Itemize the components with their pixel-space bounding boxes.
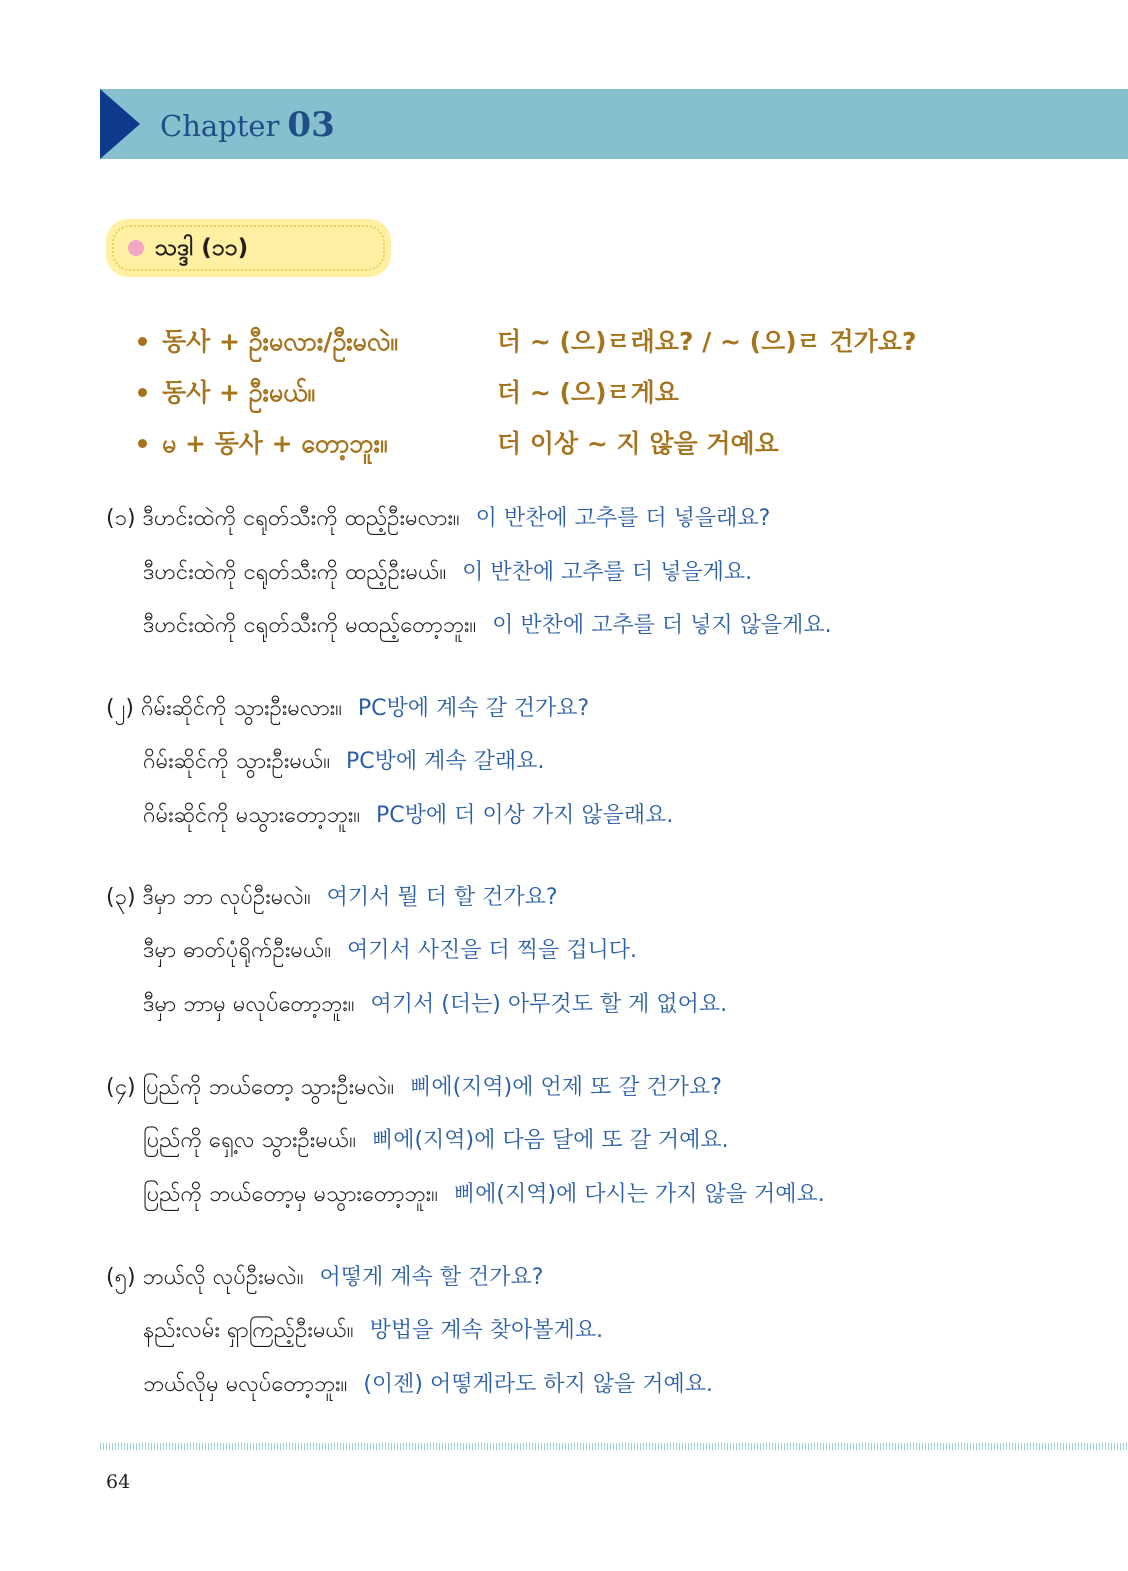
example-line bbox=[143, 985, 727, 1025]
example-korean: (이젠) 어떻게라도 하지 않을 거예요. bbox=[363, 1372, 713, 1397]
example-myanmar: ဒီမှာ ဓာတ်ပုံရိုက်ဦးမယ်။ bbox=[143, 938, 331, 963]
example-line bbox=[143, 553, 752, 593]
example-korean: 이 반찬에 고추를 더 넣을래요? bbox=[475, 506, 771, 531]
example-line bbox=[143, 1311, 603, 1351]
example-myanmar: ဒီမှာ ဘာ လုပ်ဦးမလဲ။ bbox=[142, 885, 311, 910]
example-korean: PC방에 계속 갈래요. bbox=[346, 749, 545, 774]
pattern-item bbox=[0, 371, 1128, 415]
example-line bbox=[106, 689, 589, 729]
example-line bbox=[143, 1175, 825, 1215]
example-myanmar: ဒီဟင်းထဲကို ငရုတ်သီးကို ထည့်ဦးမယ်။ bbox=[143, 560, 447, 585]
section-pill-border bbox=[112, 225, 385, 271]
example-line bbox=[143, 742, 544, 782]
section-pill bbox=[106, 219, 391, 277]
bullet-icon bbox=[138, 439, 147, 448]
pattern-item bbox=[0, 320, 1128, 364]
example-number: (၅) bbox=[106, 1265, 143, 1290]
example-korean: 삐에(지역)에 언제 또 갈 건가요? bbox=[410, 1075, 722, 1100]
pattern-meaning: 더 ~ (으)ㄹ게요 bbox=[497, 378, 679, 407]
bullet-icon bbox=[138, 388, 147, 397]
example-myanmar: ပြည်ကို ဘယ်တော့ သွားဦးမလဲ။ bbox=[142, 1075, 395, 1100]
example-line bbox=[106, 1068, 722, 1108]
example-line bbox=[143, 1121, 729, 1161]
example-line bbox=[143, 1365, 713, 1405]
example-myanmar: ပြည်ကို ဘယ်တော့မှ မသွားတော့ဘူး။ bbox=[143, 1182, 438, 1207]
example-korean: 삐에(지역)에 다음 달에 또 갈 거예요. bbox=[371, 1128, 729, 1153]
example-myanmar: ပြည်ကို ရှေ့လ သွားဦးမယ်။ bbox=[143, 1128, 356, 1153]
pattern-form: မ + 동사 + တော့ဘူး။ bbox=[162, 429, 388, 458]
example-line bbox=[106, 878, 558, 918]
chapter-word: Chapter bbox=[160, 109, 280, 143]
page-number: 64 bbox=[106, 1471, 131, 1493]
section-title: သဒ္ဒါ (၁၁) bbox=[155, 235, 249, 261]
chapter-number: 03 bbox=[287, 105, 335, 145]
chapter-arrow-icon bbox=[100, 89, 140, 159]
example-number: (၂) bbox=[106, 696, 141, 721]
example-korean: 어떻게 계속 할 건가요? bbox=[319, 1265, 544, 1290]
example-myanmar: ဂိမ်းဆိုင်ကို သွားဦးမယ်။ bbox=[143, 749, 330, 774]
example-number: (၃) bbox=[106, 885, 143, 910]
example-korean: 여기서 사진을 더 찍을 겁니다. bbox=[347, 938, 637, 963]
example-myanmar: ဂိမ်းဆိုင်ကို သွားဦးမလား။ bbox=[140, 696, 342, 721]
example-korean: 삐에(지역)에 다시는 가지 않을 거예요. bbox=[453, 1182, 825, 1207]
pattern-item bbox=[0, 422, 1128, 466]
example-korean: 방법을 계속 찾아볼게요. bbox=[369, 1318, 604, 1343]
pattern-form: 동사 + ဦးမယ်။ bbox=[162, 378, 315, 407]
example-line bbox=[106, 1258, 543, 1298]
footer-divider bbox=[100, 1443, 1128, 1450]
pill-bullet-icon bbox=[128, 240, 144, 256]
example-korean: 이 반찬에 고추를 더 넣을게요. bbox=[462, 560, 753, 585]
example-line bbox=[143, 796, 673, 836]
example-korean: 여기서 (더는) 아무것도 할 게 없어요. bbox=[370, 992, 728, 1017]
example-korean: 이 반찬에 고추를 더 넣지 않을게요. bbox=[492, 613, 832, 638]
pattern-form: 동사 + ဦးမလား/ဦးမလဲ။ bbox=[162, 327, 398, 356]
example-korean: PC방에 더 이상 가지 않을래요. bbox=[376, 803, 674, 828]
example-myanmar: ဘယ်လိုမှ မလုပ်တော့ဘူး။ bbox=[143, 1372, 348, 1397]
example-myanmar: ဒီမှာ ဘာမှ မလုပ်တော့ဘူး။ bbox=[143, 992, 355, 1017]
example-number: (၄) bbox=[106, 1075, 143, 1100]
bullet-icon bbox=[138, 337, 147, 346]
example-line bbox=[106, 499, 770, 539]
pattern-meaning: 더 이상 ~ 지 않을 거예요 bbox=[497, 429, 779, 458]
example-myanmar: နည်းလမ်း ရှာကြည့်ဦးမယ်။ bbox=[143, 1318, 354, 1343]
example-line bbox=[143, 931, 637, 971]
example-line bbox=[143, 606, 832, 646]
example-myanmar: ဘယ်လို လုပ်ဦးမလဲ။ bbox=[142, 1265, 304, 1290]
chapter-title bbox=[160, 100, 335, 150]
pattern-meaning: 더 ~ (으)ㄹ래요? / ~ (으)ㄹ 건가요? bbox=[497, 327, 917, 356]
example-korean: 여기서 뭘 더 할 건가요? bbox=[326, 885, 558, 910]
example-myanmar: ဂိမ်းဆိုင်ကို မသွားတော့ဘူး။ bbox=[143, 803, 361, 828]
example-korean: PC방에 계속 갈 건가요? bbox=[357, 696, 590, 721]
example-myanmar: ဒီဟင်းထဲကို ငရုတ်သီးကို မထည့်တော့ဘူး။ bbox=[143, 613, 477, 638]
example-number: (၁) bbox=[106, 506, 143, 531]
example-myanmar: ဒီဟင်းထဲကို ငရုတ်သီးကို ထည့်ဦးမလား။ bbox=[142, 506, 460, 531]
